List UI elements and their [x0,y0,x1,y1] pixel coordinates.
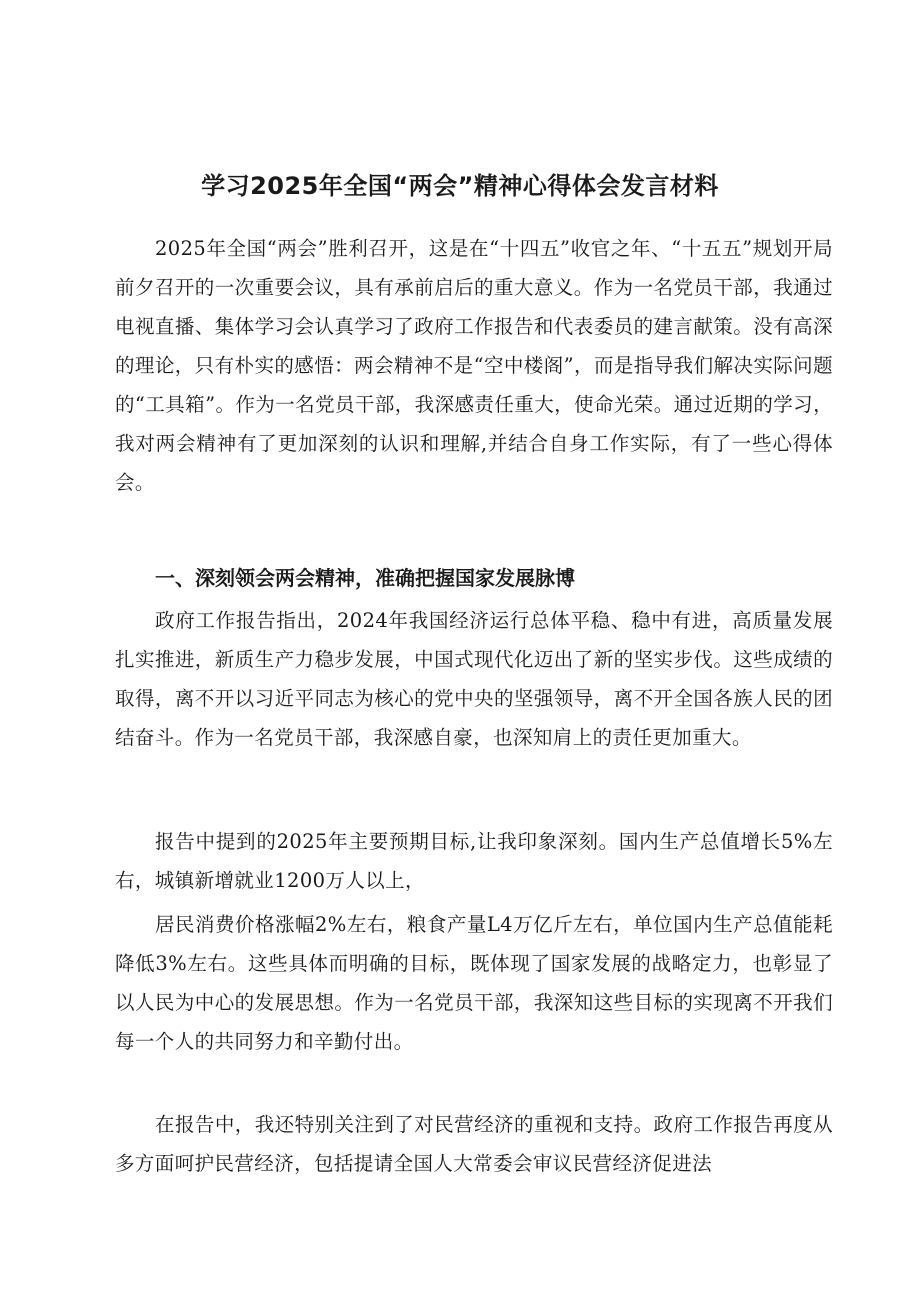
paragraph-intro: 2025年全国“两会”胜利召开，这是在“十四五”收官之年、“十五五”规划开局前夕召开的一次重要会议，具有承前启后的重大意义。作为一名党员干部，我通过电视直播、集体学习会认真学习了政府工作报告和代表委员的建言献策。没有高深的理论，只有朴实的感悟：两会精神不是“空中楼阁”，而是指导我们解决实际问题的“工具箱”。作为一名党员干部，我深感责任重大，使命光荣。通过近期的学习，我对两会精神有了更加深刻的认识和理解,并结合自身工作实际，有了一些心得体会。 [115,237,833,494]
paragraph-targets-1: 报告中提到的2025年主要预期目标,让我印象深刻。国内生产总值增长5%左右，城镇新增就业1200万人以上， [115,830,833,892]
paragraph-report-summary: 政府工作报告指出，2024年我国经济运行总体平稳、稳中有进，高质量发展扎实推进，新质生产力稳步发展，中国式现代化迈出了新的坚实步伐。这些成绩的取得，离不开以习近平同志为核心的党中央的坚强领导，离不开全国各族人民的团结奋斗。作为一名党员干部，我深感自豪，也深知肩上的责任更加重大。 [115,609,833,749]
paragraph-targets-2: 居民消费价格涨幅2%左右，粮食产量L4万亿斤左右，单位国内生产总值能耗降低3%左右。这些具体而明确的目标，既体现了国家发展的战略定力，也彰显了以人民为中心的发展思想。作为一名党员干部，我深知这些目标的实现离不开我们每一个人的共同努力和辛勤付出。 [115,913,833,1053]
paragraph-private-economy: 在报告中，我还特别关注到了对民营经济的重视和支持。政府工作报告再度从多方面呵护民营经济，包括提请全国人大常委会审议民营经济促进法 [115,1113,833,1175]
section-heading: 一、深刻领会两会精神，准确把握国家发展脉博 [155,566,575,590]
document-title: 学习2025年全国“两会”精神心得体会发言材料 [201,172,719,200]
